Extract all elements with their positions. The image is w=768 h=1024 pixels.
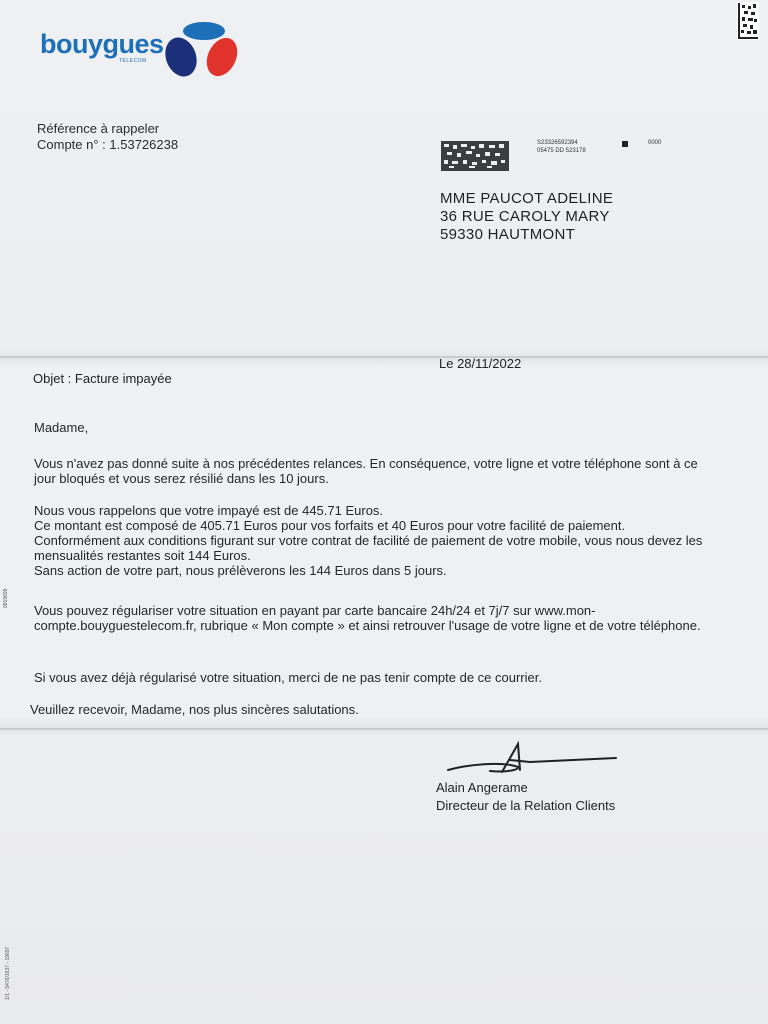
amount-breakdown: Ce montant est composé de 405.71 Euros pour vos forfaits et 40 Euros pour votre facilité de paiement.: [34, 518, 626, 533]
fold-line: [0, 728, 768, 730]
marker-square: [622, 141, 628, 147]
account-reference: [37, 121, 178, 153]
remaining-installments: Conformément aux conditions figurant sur votre contrat de facilité de paiement de votre mobile, vous nous devez les mensualités restantes soit 144 Euros.: [34, 533, 703, 563]
sort-code-b: 0000: [648, 140, 662, 146]
salutation: Madame,: [34, 420, 89, 435]
datamatrix-code: [737, 2, 759, 40]
sort-code-line2: 05475 DD 523178: [537, 148, 586, 154]
letter-date: Le 28/11/2022: [439, 356, 522, 371]
logo-subtext: TELECOM: [119, 58, 147, 64]
signer-block: [436, 779, 615, 815]
handwritten-signature: [440, 740, 620, 780]
recipient-city: 59330 HAUTMONT: [440, 226, 576, 243]
paragraph-blocked-line: Vous n'avez pas donné suite à nos précédentes relances. En conséquence, votre ligne et votre téléphone sont à ce jour bloqués et vous serez résilié dans les 10 jours.: [34, 456, 698, 486]
paragraph-amount-due: [34, 503, 714, 578]
paragraph-disregard-notice: Si vous avez déjà régularisé votre situation, merci de ne pas tenir compte de ce courrier.: [34, 670, 542, 685]
logo-bubbles-icon: [164, 20, 240, 80]
side-print-mark-bottom: 1/1 - 5476/1637 - 19697: [5, 946, 11, 1000]
logo-wordmark: bouygues: [40, 29, 164, 59]
recipient-address: [440, 190, 613, 244]
side-print-mark: 0819699: [3, 588, 9, 608]
amount-total: Nous vous rappelons que votre impayé est de 445.71 Euros.: [34, 503, 384, 518]
paragraph-payment-instructions: Vous pouvez régulariser votre situation en payant par carte bancaire 24h/24 et 7j/7 sur www.mon-compte.bouyguestelecom.fr, rubrique « Mon compte » et ainsi retrouver l'usage de votre ligne et de votre téléphone.: [34, 603, 701, 633]
debit-notice: Sans action de votre part, nous prélèverons les 144 Euros dans 5 jours.: [34, 563, 447, 578]
recipient-name: MME PAUCOT ADELINE: [440, 190, 614, 207]
fold-line: [0, 356, 768, 358]
bouygues-telecom-logo: [40, 20, 240, 80]
letter-subject: Objet : Facture impayée: [33, 371, 172, 386]
closing-formula: Veuillez recevoir, Madame, nos plus sincères salutations.: [30, 702, 359, 717]
sort-code-line1: S23326592394: [537, 140, 578, 146]
signer-name: Alain Angerame: [436, 780, 528, 795]
mail-sort-codes: [537, 139, 586, 155]
reference-label: Référence à rappeler: [37, 121, 160, 136]
account-number: Compte n° : 1.53726238: [37, 137, 179, 152]
postal-2d-barcode: [441, 141, 509, 171]
recipient-street: 36 RUE CAROLY MARY: [440, 208, 610, 225]
signer-title: Directeur de la Relation Clients: [436, 798, 616, 813]
